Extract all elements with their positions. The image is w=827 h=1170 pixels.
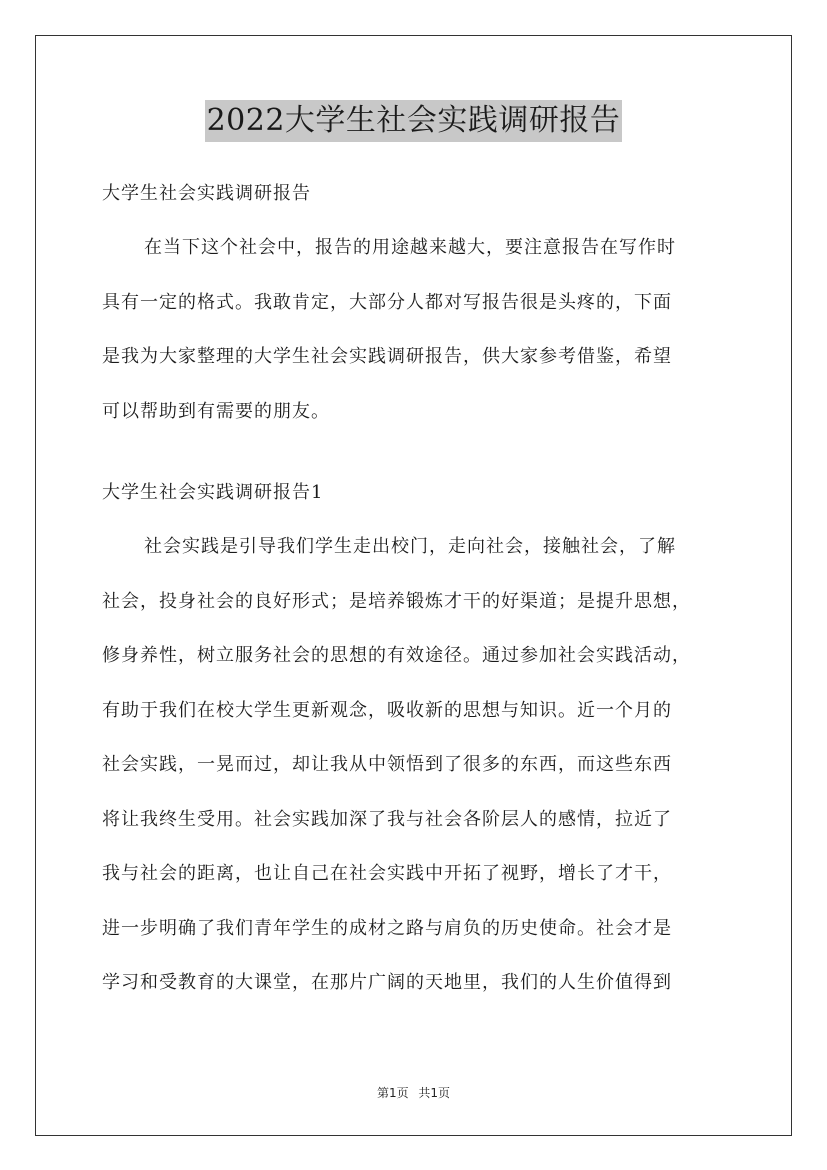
intro-heading: 大学生社会实践调研报告 bbox=[102, 183, 311, 204]
section1-line: 有助于我们在校大学生更新观念，吸收新的思想与知识。近一个月的 bbox=[102, 699, 672, 721]
section1-line: 社会，投身社会的良好形式；是培养锻炼才干的好渠道；是提升思想， bbox=[102, 590, 691, 612]
document-title-text: 2022大学生社会实践调研报告 bbox=[205, 100, 623, 142]
section1-line: 社会实践，一晃而过，却让我从中领悟到了很多的东西，而这些东西 bbox=[102, 754, 672, 775]
page-footer bbox=[0, 1084, 827, 1101]
section1-line: 修身养性，树立服务社会的思想的有效途径。通过参加社会实践活动， bbox=[102, 645, 691, 666]
section1-line: 将让我终生受用。社会实践加深了我与社会各阶层人的感情，拉近了 bbox=[102, 808, 672, 830]
document-title bbox=[0, 100, 827, 142]
intro-line: 是我为大家整理的大学生社会实践调研报告，供大家参考借鉴，希望 bbox=[102, 346, 672, 367]
intro-line: 在当下这个社会中，报告的用途越来越大，要注意报告在写作时 bbox=[144, 237, 676, 258]
page-number-total: 共1页 bbox=[418, 1086, 451, 1100]
section1-line: 进一步明确了我们青年学生的成材之路与肩负的历史使命。社会才是 bbox=[102, 917, 672, 939]
section1-heading: 大学生社会实践调研报告1 bbox=[102, 482, 324, 503]
document-body bbox=[102, 172, 742, 1011]
section1-line: 社会实践是引导我们学生走出校门，走向社会，接触社会，了解 bbox=[144, 536, 676, 557]
page-number-current: 第1页 bbox=[376, 1086, 409, 1100]
intro-line: 具有一定的格式。我敢肯定，大部分人都对写报告很是头疼的，下面 bbox=[102, 291, 672, 313]
section1-line: 我与社会的距离，也让自己在社会实践中开拓了视野，增长了才干， bbox=[102, 863, 672, 884]
intro-line: 可以帮助到有需要的朋友。 bbox=[102, 400, 330, 422]
section1-line: 学习和受教育的大课堂，在那片广阔的天地里，我们的人生价值得到 bbox=[102, 972, 672, 993]
